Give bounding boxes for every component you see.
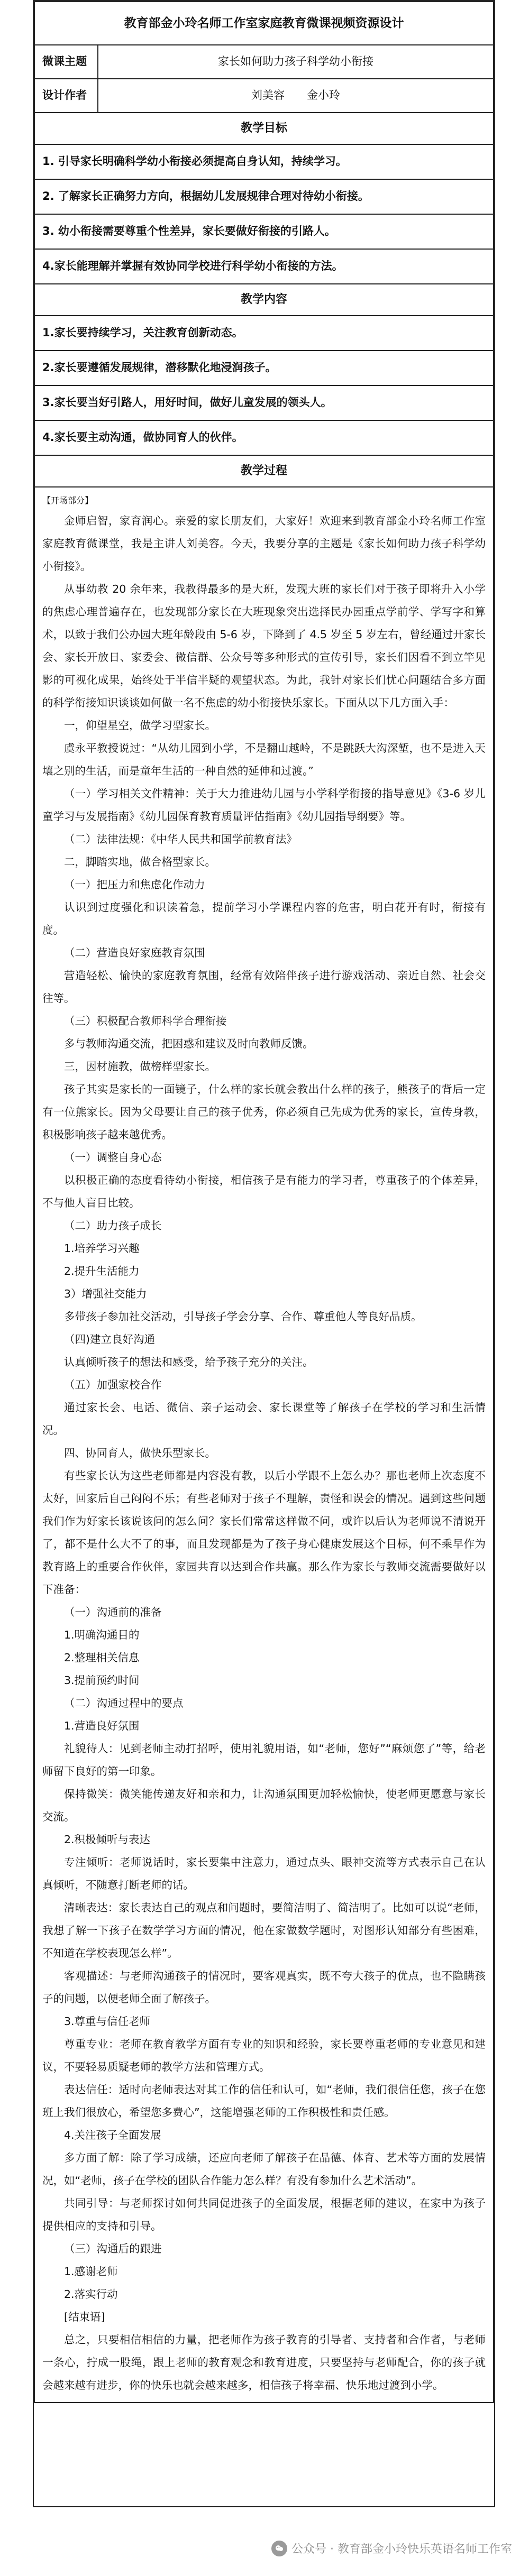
content-heading-row bbox=[34, 284, 494, 316]
process-paragraph: 从事幼教 20 余年来，我教得最多的是大班，发现大班的家长们对于孩子即将升入小学的焦虑心理普遍存在，也发现部分家长在大班现象突出选择民办园重点学前学、学写字和算术，以致于我们公办园大班年龄段由 5-6 岁，下降到了 4.5 岁至 5 岁左右，曾经通过开家长会、家长开放日、家委会、微信群、公众号等多种形式的宣传引导，家长们因看不到立竿见影的可视化成果，始终处于半信半疑的观望状态。为此，我针对家长们忧心问题结合多方面的科学衔接知识谈谈如何做一名不焦虑的幼小衔接快乐家长。下面从以下几方面入手： bbox=[42, 583, 486, 709]
goals-heading: 教学目标 bbox=[34, 113, 494, 144]
process-paragraph: 3.尊重与信任老师 bbox=[64, 2015, 151, 2028]
process-paragraph: 一，仰望星空，做学习型家长。 bbox=[64, 719, 216, 732]
content-item: 3.家长要当好引路人，用好时间，做好儿童发展的领头人。 bbox=[34, 385, 494, 420]
watermark bbox=[271, 2540, 512, 2556]
title-row bbox=[34, 2, 494, 45]
process-paragraph: 以积极正确的态度看待幼小衔接，相信孩子是有能力的学习者，尊重孩子的个体差异，不与他人盲目比较。 bbox=[42, 1174, 486, 1209]
content-row bbox=[34, 385, 494, 420]
process-paragraph: 1.明确沟通目的 bbox=[64, 1629, 140, 1641]
process-paragraph: （三）沟通后的跟进 bbox=[64, 2242, 162, 2255]
process-paragraph: （二）营造良好家庭教育氛围 bbox=[64, 946, 205, 959]
process-paragraph: （四)建立良好沟通 bbox=[64, 1333, 155, 1346]
goal-row bbox=[34, 144, 494, 179]
process-paragraph: 3）增强社交能力 bbox=[64, 1287, 147, 1300]
wechat-icon bbox=[271, 2541, 287, 2556]
process-paragraph: 客观描述：与老师沟通孩子的情况时，要客观真实，既不夸大孩子的优点，也不隐瞒孩子的问题，以便老师全面了解孩子。 bbox=[42, 1970, 486, 2005]
process-paragraph: （五）加强家校合作 bbox=[64, 1378, 162, 1391]
process-paragraph: 四、协同育人，做快乐型家长。 bbox=[64, 1447, 216, 1459]
process-paragraph: 2.提升生活能力 bbox=[64, 1265, 140, 1277]
content-row bbox=[34, 420, 494, 455]
goal-row bbox=[34, 249, 494, 284]
content-row bbox=[34, 351, 494, 385]
process-paragraph: 孩子其实是家长的一面镜子，什么样的家长就会教出什么样的孩子，熊孩子的背后一定有一位熊家长。因为父母要让自己的孩子优秀，你必须自己先成为优秀的家长，宣传身教，积极影响孩子越来越优秀。 bbox=[42, 1083, 486, 1141]
content-item: 4.家长要主动沟通，做协同育人的伙伴。 bbox=[34, 420, 494, 455]
watermark-text: 公众号 · 教育部金小玲快乐英语名师工作室 bbox=[291, 2543, 512, 2556]
topic-value: 家长如何助力孩子科学幼小衔接 bbox=[98, 45, 494, 79]
process-heading-row bbox=[34, 455, 494, 487]
content-heading: 教学内容 bbox=[34, 284, 494, 316]
process-paragraph: （一）学习相关文件精神：关于大力推进幼儿园与小学科学衔接的指导意见》《3-6 岁儿童学习与发展指南》《幼儿园保育教育质量评估指南》《幼儿园指导纲要》等。 bbox=[42, 787, 486, 823]
process-paragraph: 表达信任：适时向老师表达对其工作的信任和认可，如“老师，我们很信任您，孩子在您班上我们很放心，希望您多费心”，这能增强老师的工作积极性和责任感。 bbox=[42, 2083, 486, 2119]
topic-label: 微课主题 bbox=[34, 45, 98, 79]
process-paragraph: 保持微笑：微笑能传递友好和亲和力，让沟通氛围更加轻松愉快，使老师更愿意与家长交流。 bbox=[42, 1788, 486, 1823]
process-paragraph: （三）积极配合教师科学合理衔接 bbox=[64, 1015, 227, 1027]
topic-row bbox=[34, 45, 494, 79]
process-paragraph: 专注倾听：老师说话时，家长要集中注意力，通过点头、眼神交流等方式表示自己在认真倾听，不随意打断老师的话。 bbox=[42, 1856, 486, 1891]
lesson-design-table bbox=[34, 1, 494, 2403]
designer-value: 刘美容 金小玲 bbox=[98, 79, 494, 113]
process-paragraph: 共同引导：与老师探讨如何共同促进孩子的全面发展，根据老师的建议，在家中为孩子提供相应的支持和引导。 bbox=[42, 2197, 486, 2232]
process-paragraph: 营造轻松、愉快的家庭教育氛围，经常有效陪伴孩子进行游戏活动、亲近自然、社会交往等。 bbox=[42, 969, 486, 1005]
process-paragraph: 礼貌待人：见到老师主动打招呼，使用礼貌用语，如“老师，您好”“麻烦您了”等，给老师留下良好的第一印象。 bbox=[42, 1742, 486, 1778]
process-paragraph: 1.营造良好氛围 bbox=[64, 1719, 140, 1732]
process-row bbox=[34, 487, 494, 2403]
process-body bbox=[34, 487, 494, 2403]
process-paragraph: 总之，只要相信相信的力量，把老师作为孩子教育的引导者、支持者和合作者，与老师一条心，拧成一股绳，跟上老师的教育观念和教育进度，只要坚持与老师配合，你的孩子就会越来越有进步，你的快乐也就会越来越多，相信孩子将幸福、快乐地过渡到小学。 bbox=[42, 2333, 486, 2391]
process-paragraph: 2.落实行动 bbox=[64, 2288, 118, 2301]
process-paragraph: 1.培养学习兴趣 bbox=[64, 1242, 140, 1255]
goal-item: 4.家长能理解并掌握有效协同学校进行科学幼小衔接的方法。 bbox=[34, 249, 494, 284]
process-paragraph: 金师启智，家育润心。亲爱的家长朋友们，大家好！欢迎来到教育部金小玲名师工作室家庭教育微课堂，我是主讲人刘美容。今天，我要分享的主题是《家长如何助力孩子科学幼小衔接》。 bbox=[42, 514, 486, 573]
process-paragraph: 多带孩子参加社交活动，引导孩子学会分享、合作、尊重他人等良好品质。 bbox=[64, 1310, 422, 1323]
process-paragraph: 有些家长认为这些老师都是内容没有教，以后小学跟不上怎么办？那也老师上次态度不太好，回家后自己闷闷不乐；有些老师对于孩子不理解，责怪和误会的情况。遇到这些问题我们作为好家长该说该问的怎么问？家长们常常这样做不问，或许以后认为老师说不清说开了，都不是什么大不了的事，而且发现都是为了孩子身心健康发展这个目标，何不乘早作为教育路上的重要合作伙伴，家园共育以达到合作共赢。那么作为家长与教师交流需要做好以下准备： bbox=[42, 1469, 486, 1596]
process-paragraph: 1.感谢老师 bbox=[64, 2265, 118, 2278]
process-paragraph: （一）调整自身心态 bbox=[64, 1151, 162, 1164]
process-paragraph: 2.积极倾听与表达 bbox=[64, 1833, 151, 1846]
process-paragraph: （二）法律法规：《中华人民共和国学前教育法》 bbox=[64, 833, 297, 845]
process-paragraph: [结束语] bbox=[64, 2311, 105, 2323]
content-item: 1.家长要持续学习，关注教育创新动态。 bbox=[34, 316, 494, 351]
process-paragraph: 通过家长会、电话、微信、亲子运动会、家长课堂等了解孩子在学校的学习和生活情况。 bbox=[42, 1401, 486, 1437]
goal-item: 2. 了解家长正确努力方向，根据幼儿发展规律合理对待幼小衔接。 bbox=[34, 179, 494, 214]
process-paragraph: 虞永平教授说过：“从幼儿园到小学，不是翻山越岭，不是跳跃大沟深堑，也不是进入天壤之别的生活，而是童年生活的一种自然的延伸和过渡。” bbox=[42, 742, 486, 777]
process-paragraph: 3.提前预约时间 bbox=[64, 1674, 140, 1687]
page-footer bbox=[0, 2517, 529, 2576]
process-paragraph: 【开场部分】 bbox=[42, 495, 94, 505]
process-paragraph: 2.整理相关信息 bbox=[64, 1651, 140, 1664]
lesson-design-sheet bbox=[33, 0, 495, 2507]
process-paragraph: 二，脚踏实地，做合格型家长。 bbox=[64, 855, 216, 868]
process-paragraph: 尊重专业：老师在教育教学方面有专业的知识和经验，家长要尊重老师的专业意见和建议，不要轻易质疑老师的教学方法和管理方式。 bbox=[42, 2038, 486, 2073]
content-row bbox=[34, 316, 494, 351]
process-paragraph: 三，因材施教，做榜样型家长。 bbox=[64, 1060, 216, 1073]
goal-row bbox=[34, 214, 494, 249]
process-paragraph: （一）把压力和焦虑化作动力 bbox=[64, 878, 205, 891]
content-item: 2.家长要遵循发展规律，潜移默化地浸润孩子。 bbox=[34, 351, 494, 385]
process-paragraph: （二）沟通过程中的要点 bbox=[64, 1697, 184, 1709]
document-title: 教育部金小玲名师工作室家庭教育微课视频资源设计 bbox=[34, 2, 494, 45]
goals-heading-row bbox=[34, 113, 494, 144]
process-paragraph: 认识到过度强化和识读着急，提前学习小学课程内容的危害，明白花开有时，衔接有度。 bbox=[42, 901, 486, 936]
process-paragraph: 认真倾听孩子的想法和感受，给予孩子充分的关注。 bbox=[64, 1356, 314, 1368]
goal-item: 3. 幼小衔接需要尊重个性差异，家长要做好衔接的引路人。 bbox=[34, 214, 494, 249]
goal-row bbox=[34, 179, 494, 214]
designer-label: 设计作者 bbox=[34, 79, 98, 113]
process-paragraph: 多与教师沟通交流，把困惑和建议及时向教师反馈。 bbox=[64, 1037, 314, 1050]
process-paragraph: 多方面了解：除了学习成绩，还应向老师了解孩子在品德、体育、艺术等方面的发展情况，如“老师，孩子在学校的团队合作能力怎么样？有没有参加什么艺术活动”。 bbox=[42, 2151, 486, 2187]
process-paragraph: （二）助力孩子成长 bbox=[64, 1219, 162, 1232]
process-paragraph: 4.关注孩子全面发展 bbox=[64, 2129, 161, 2141]
process-heading: 教学过程 bbox=[34, 455, 494, 487]
process-paragraph: 清晰表达：家长表达自己的观点和问题时，要简洁明了、简洁明了。比如可以说“老师，我想了解一下孩子在数学学习方面的情况，他在家做数学题时，对图形认知部分有些困难，不知道在学校表现怎么样”。 bbox=[42, 1901, 486, 1959]
goal-item: 1. 引导家长明确科学幼小衔接必须提高自身认知，持续学习。 bbox=[34, 144, 494, 179]
designer-row bbox=[34, 79, 494, 113]
process-paragraph: （一）沟通前的准备 bbox=[64, 1606, 162, 1618]
